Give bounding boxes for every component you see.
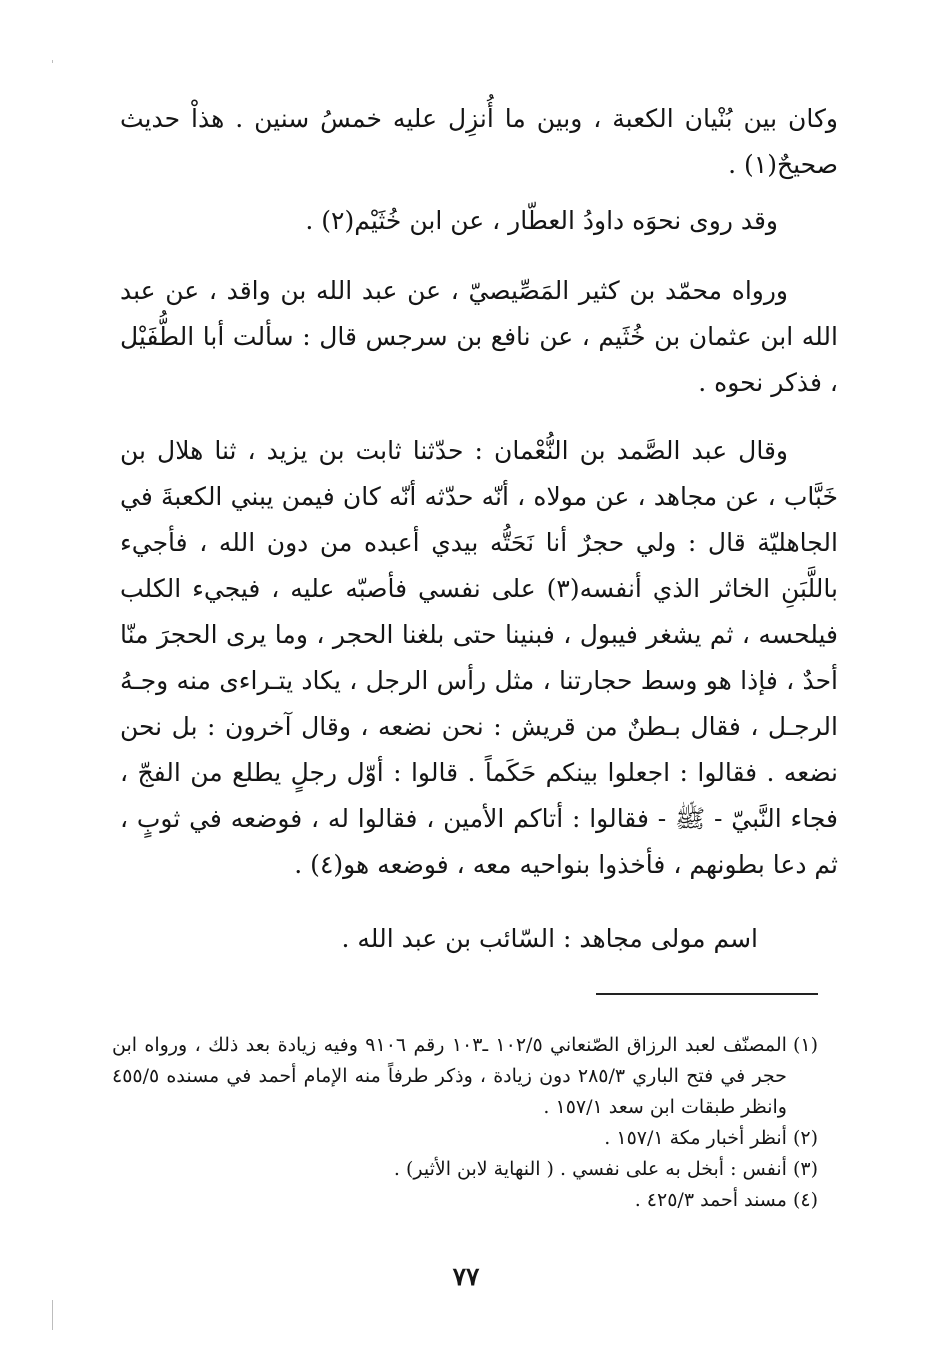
footnote-separator	[596, 993, 818, 995]
scan-mark-top	[52, 60, 53, 63]
paragraph-4-text: وقال عبد الصَّمد بن النُّعْمان : حدّثنا ثابت بن يزيد ، ثنا هلال بن خَبَّاب ، عن مجاهد ، عن مولاه ، أنّه حدّثه أنّه كان فيمن يبني الكعبةَ في الجاهليّة قال : ولي حجرٌ أنا نَحَتُّه بيدي أعبده من دون الله ، فأجيء باللَّبَنِ الخاثر الذي أنفسه(٣) على نفسي فأصبّه عليه ، فيجيء الكلب فيلحسه ، ثم يشغر فيبول ، فبنينا حتى بلغنا الحجر ، وما يرى الحجرَ منّا أحدٌ ، فإذا هو وسط حجارتنا ، مثل رأس الرجل ، يكاد يتـراءى منه وجـهُ الرجـل ، فقال بـطنٌ من قريش : نحن نضعه ، وقال آخرون : بل نحن نضعه . فقالوا : اجعلوا بينكم حَكَماً . قالوا : أوّل رجلٍ يطلع من الفجّ ، فجاء النَّبيّ - ﷺ - فقالوا : أتاكم الأمين ، فقالوا له ، فوضعه في ثوبٍ ، ثم دعا بطونهم ، فأخذوا بنواحيه معه ، فوضعه هو(٤) .	[120, 436, 839, 879]
scan-mark-bottom	[52, 1300, 53, 1330]
footnote-1	[112, 1030, 818, 1123]
footnote-1-text: المصنّف لعبد الرزاق الصّنعاني ١٠٢/٥ ـ١٠٣ رقم ٩١٠٦ وفيه زيادة بعد ذلك ، ورواه ابن حجر في فتح الباري ٢٨٥/٣ دون زيادة ، وذكر طرفاً منه الإمام أحمد في مسنده ٤٥٥/٥ وانظر طبقات ابن سعد ١٥٧/١ .	[112, 1034, 787, 1118]
footnote-2	[112, 1123, 818, 1154]
footnote-3-text: أنفس : أبخل به على نفسي . ( النهاية لابن الأثير) .	[393, 1158, 787, 1180]
paragraph-1	[120, 96, 838, 188]
footnote-3	[112, 1154, 818, 1185]
paragraph-1-text: وكان بين بُنْيان الكعبة ، وبين ما أُنزِل عليه خمسُ سنين . هذاْ حديث صحيحٌ(١) .	[120, 104, 838, 179]
footnote-3-mark: (٣)	[792, 1158, 818, 1180]
footnote-1-mark: (١)	[792, 1034, 818, 1056]
paragraph-4	[120, 428, 838, 888]
footnote-4	[112, 1185, 818, 1216]
footnotes	[112, 1030, 818, 1216]
footnote-2-text: أنظر أخبار مكة ١٥٧/١ .	[604, 1127, 787, 1149]
paragraph-5-text: اسم مولى مجاهد : السّائب بن عبد الله .	[341, 924, 758, 953]
paragraph-5	[120, 916, 838, 962]
footnote-4-mark: (٤)	[792, 1189, 818, 1211]
footnote-2-mark: (٢)	[792, 1127, 818, 1149]
paragraph-3	[120, 268, 838, 406]
footnote-4-text: مسند أحمد ٤٢٥/٣ .	[634, 1189, 787, 1211]
paragraph-2	[120, 198, 838, 244]
page-number: ٧٧	[452, 1262, 480, 1291]
paragraph-2-text: وقد روى نحوَه داودُ العطّار ، عن ابن خُثَيْم(٢) .	[305, 206, 778, 235]
paragraph-3-text: ورواه محمّد بن كثير المَصِّيصيّ ، عن عبد الله بن واقد ، عن عبد الله ابن عثمان بن خُثَيم ، عن نافع بن سرجس قال : سألت أبا الطُّفَيْل ، فذكر نحوه .	[120, 276, 838, 397]
